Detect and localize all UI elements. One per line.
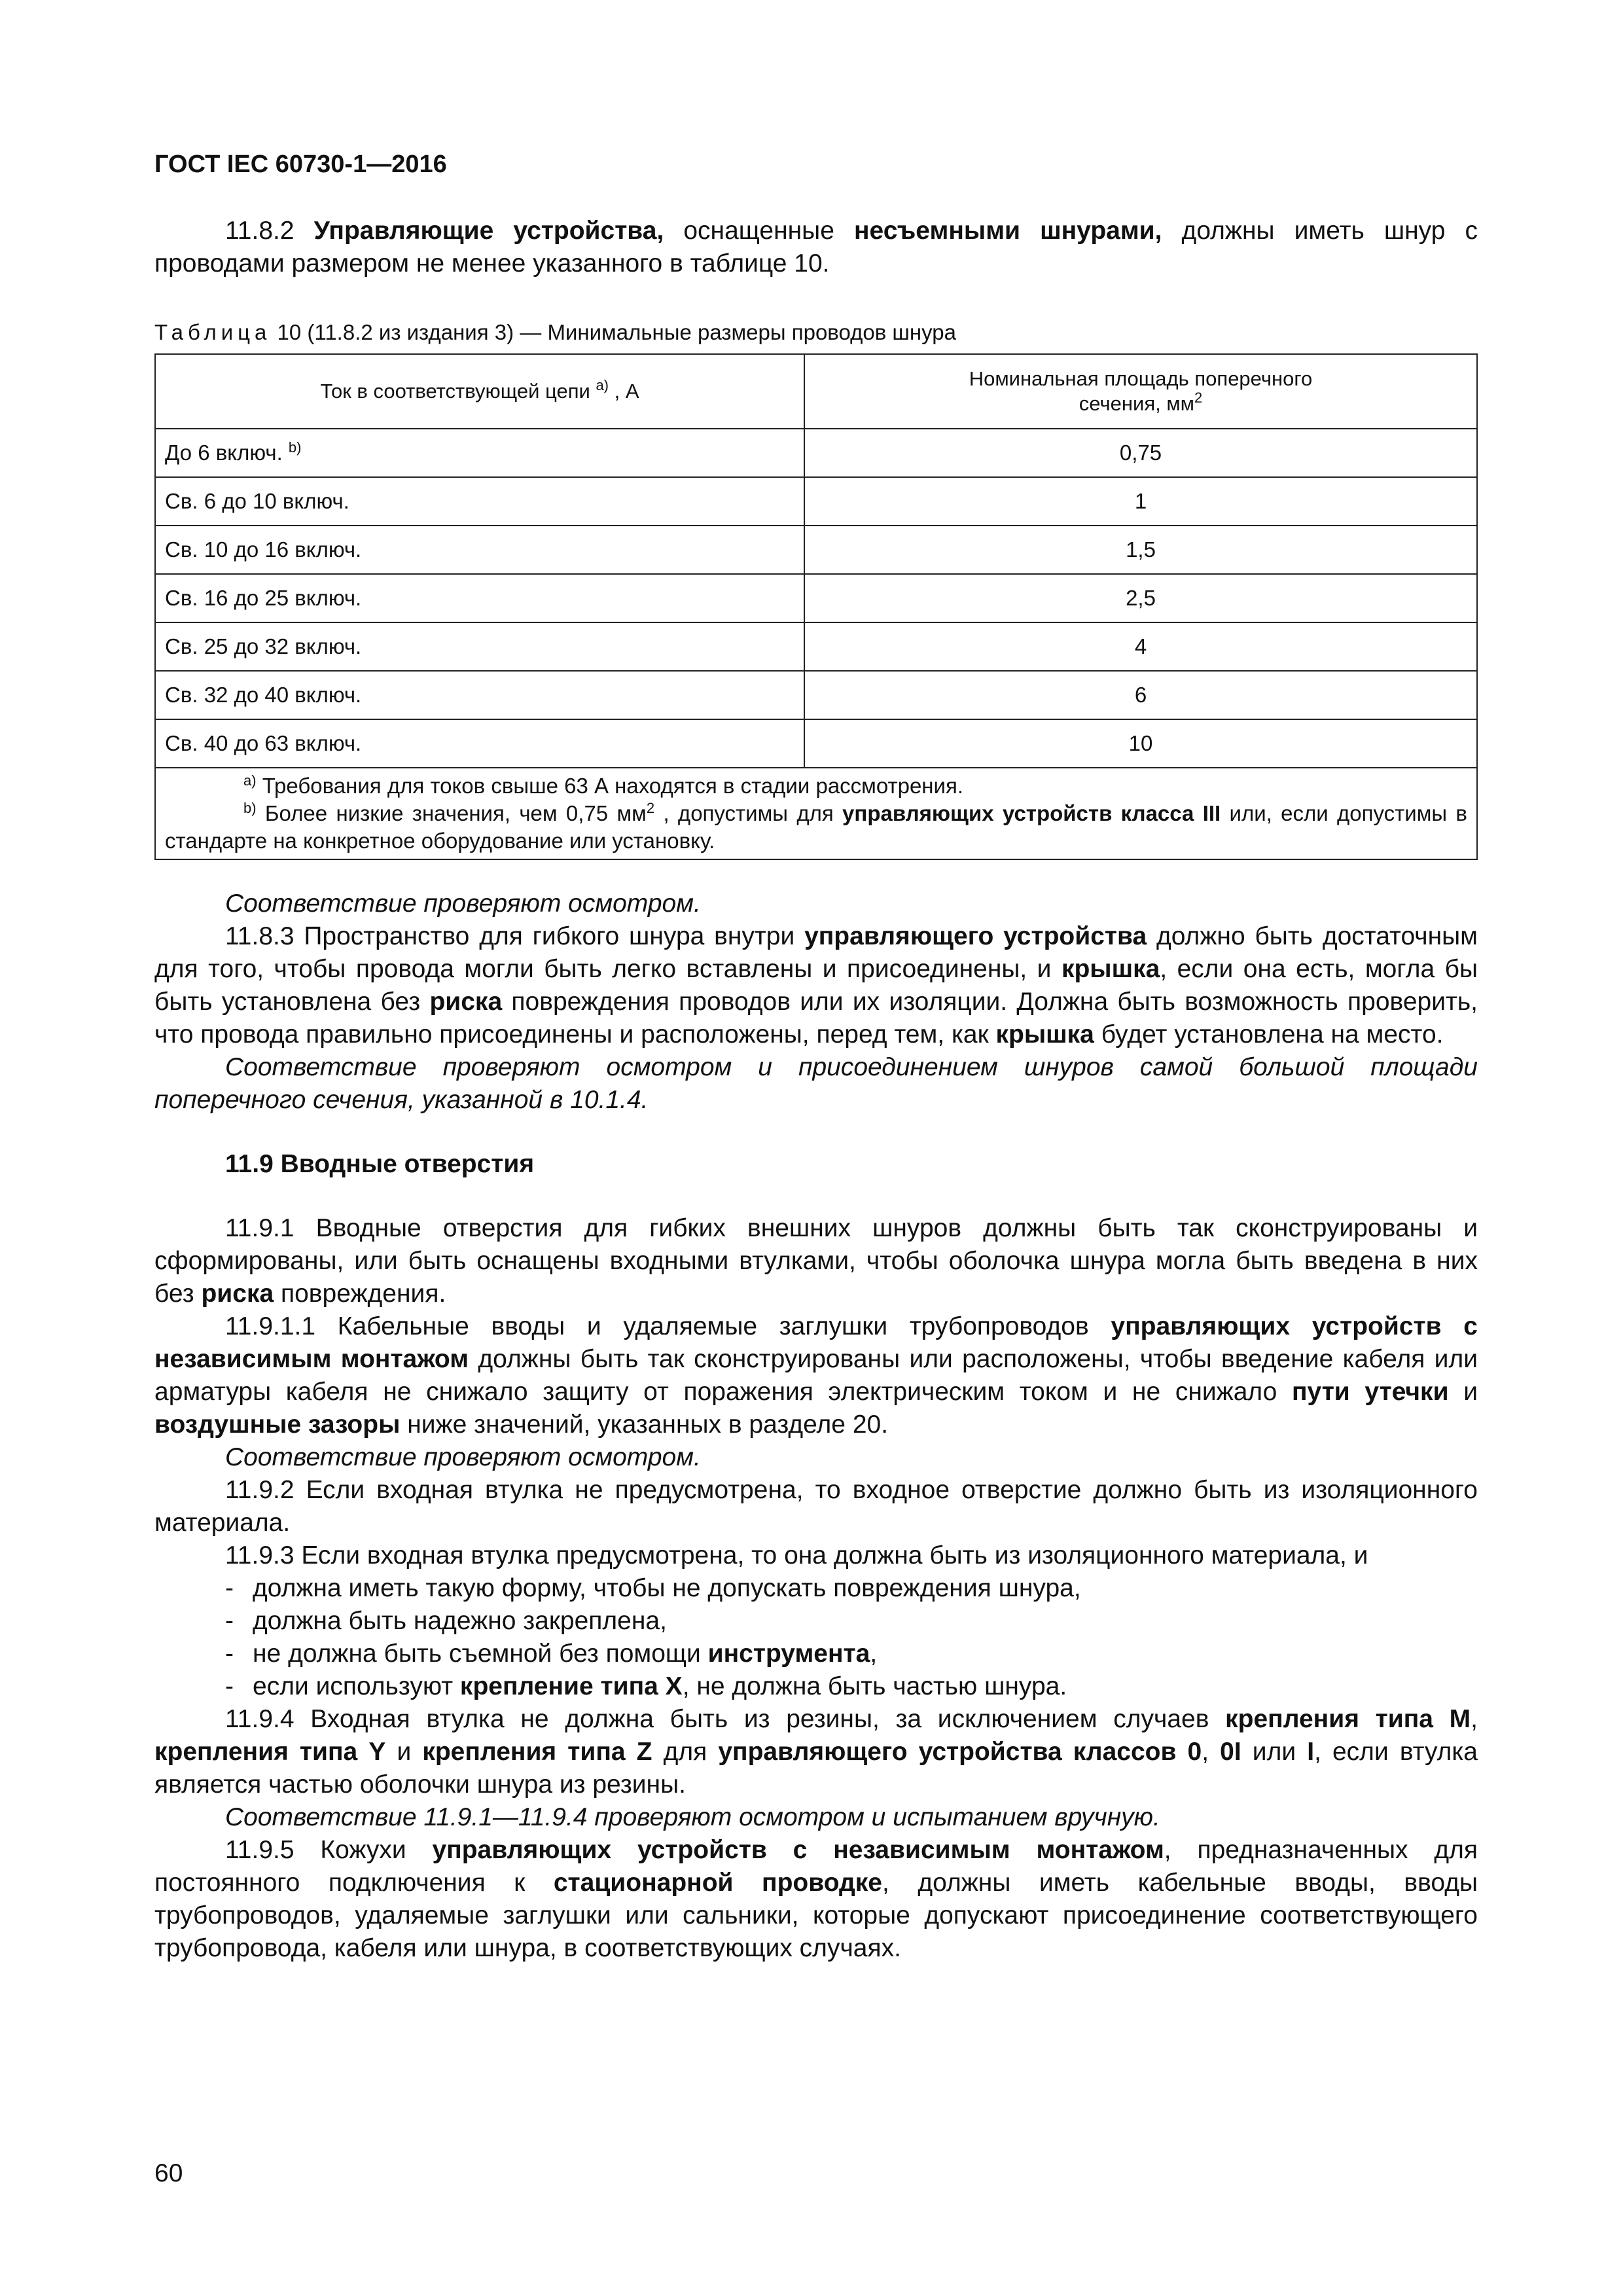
paragraph-11-8-2: 11.8.2 Управляющие устройства, оснащенные несъемными шнурами, должны иметь шнур с проводами размером не менее указанного в таблице 10. bbox=[154, 217, 1478, 278]
list-item: - должна иметь такую форму, чтобы не допускать повреждения шнура, bbox=[225, 1574, 1081, 1602]
page-content bbox=[154, 148, 1478, 1965]
paragraph-11-9-5: 11.9.5 Кожухи управляющих устройств с независимым монтажом, предназначенных для постоянного подключения к стационарной проводке, должны иметь кабельные вводы, вводы трубопроводов, удаляемые заглушки или сальники, которые допускают присоединение соответствующего трубопровода, кабеля или шнура, в соответствующих случаях. bbox=[154, 1836, 1478, 1962]
compliance-note: Соответствие проверяют осмотром и присоединением шнуров самой большой площади поперечного сечения, указанной в 10.1.4. bbox=[154, 1053, 1478, 1114]
cell-area: 10 bbox=[804, 719, 1477, 768]
table-note-a: $^{a)}$ Требования для токов свыше 63 А находятся в стадии рассмотрения. bbox=[243, 772, 964, 798]
cell-area: 6 bbox=[804, 671, 1477, 719]
paragraph-11-9-1: 11.9.1 Вводные отверстия для гибких внешних шнуров должны быть так сконструированы и сформированы, или быть оснащены входными втулками, чтобы оболочка шнура могла быть введена в них без риска повреждения. bbox=[154, 1214, 1478, 1308]
cell-current: Св. 16 до 25 включ. bbox=[155, 574, 804, 622]
cell-current: Св. 6 до 10 включ. bbox=[155, 477, 804, 526]
cell-current: Св. 10 до 16 включ. bbox=[155, 526, 804, 574]
table-note-b: $^{b)}$ Более низкие значения, чем 0,75 $мм^2$ , допустимы для управляющих устройств класса III или, если допустимы в стандарте на конкретное оборудование или установку. bbox=[165, 800, 1467, 853]
paragraph-11-9-3: 11.9.3 Если входная втулка предусмотрена, то она должна быть из изоляционного материала, и bbox=[225, 1541, 1368, 1570]
cell-current: Св. 32 до 40 включ. bbox=[155, 671, 804, 719]
table-row bbox=[155, 574, 1477, 622]
cell-area: 2,5 bbox=[804, 574, 1477, 622]
table-row bbox=[155, 526, 1477, 574]
cell-area: 4 bbox=[804, 622, 1477, 671]
table-row bbox=[155, 719, 1477, 768]
paragraph-11-9-4: 11.9.4 Входная втулка не должна быть из резины, за исключением случаев крепления типа M, крепления типа Y и крепления типа Z для управляющего устройства классов 0, 0I или I, если втулка является частью оболочки шнура из резины. bbox=[154, 1705, 1478, 1799]
list-item: - не должна быть съемной без помощи инструмента, bbox=[225, 1640, 878, 1668]
cell-current: Св. 25 до 32 включ. bbox=[155, 622, 804, 671]
table-notes bbox=[155, 768, 1477, 859]
header-area: Номинальная площадь поперечного сечения, $мм^2$ bbox=[804, 354, 1477, 429]
compliance-note: Соответствие проверяют осмотром. bbox=[225, 1443, 701, 1471]
document-header: ГОСТ IEC 60730-1—2016 bbox=[154, 151, 447, 178]
cell-current: Св. 40 до 63 включ. bbox=[155, 719, 804, 768]
paragraph-11-9-1-1: 11.9.1.1 Кабельные вводы и удаляемые заглушки трубопроводов управляющих устройств с независимым монтажом должны быть так сконструированы или расположены, чтобы введение кабеля или арматуры кабеля не снижало защиту от поражения электрическим током и не снижало пути утечки и воздушные зазоры ниже значений, указанных в разделе 20. bbox=[154, 1312, 1478, 1439]
compliance-note: Соответствие 11.9.1—11.9.4 проверяют осмотром и испытанием вручную. bbox=[225, 1803, 1160, 1831]
paragraph-11-9-2: 11.9.2 Если входная втулка не предусмотрена, то входное отверстие должно быть из изоляционного материала. bbox=[154, 1476, 1478, 1537]
table-row bbox=[155, 671, 1477, 719]
cell-area: 1,5 bbox=[804, 526, 1477, 574]
cell-area: 1 bbox=[804, 477, 1477, 526]
header-current: Ток в соответствующей цепи $^{a)}$ , А bbox=[155, 354, 804, 429]
table-caption: Таблица 10 (11.8.2 из издания 3) — Минимальные размеры проводов шнура bbox=[154, 320, 956, 344]
page-number: 60 bbox=[154, 2159, 183, 2187]
compliance-note: Соответствие проверяют осмотром. bbox=[225, 889, 701, 918]
list-item: - если используют крепление типа X, не должна быть частью шнура. bbox=[225, 1672, 1067, 1700]
cell-area: 0,75 bbox=[804, 429, 1477, 477]
table-row bbox=[155, 622, 1477, 671]
table-row bbox=[155, 429, 1477, 477]
paragraph-11-8-3: 11.8.3 Пространство для гибкого шнура внутри управляющего устройства должно быть достаточным для того, чтобы провода могли быть легко вставлены и присоединены, и крышка, если она есть, могла бы быть установлена без риска повреждения проводов или их изоляции. Должна быть возможность проверить, что провода правильно присоединены и расположены, перед тем, как крышка будет установлена на место. bbox=[154, 922, 1478, 1049]
list-item: - должна быть надежно закреплена, bbox=[225, 1607, 667, 1635]
wire-size-table bbox=[154, 353, 1478, 860]
section-heading: 11.9 Вводные отверстия bbox=[225, 1150, 535, 1178]
table-header-row bbox=[155, 354, 1477, 429]
table-notes-row bbox=[155, 768, 1477, 859]
cell-current: До 6 включ. $^{b)}$ bbox=[155, 429, 804, 477]
table-row bbox=[155, 477, 1477, 526]
